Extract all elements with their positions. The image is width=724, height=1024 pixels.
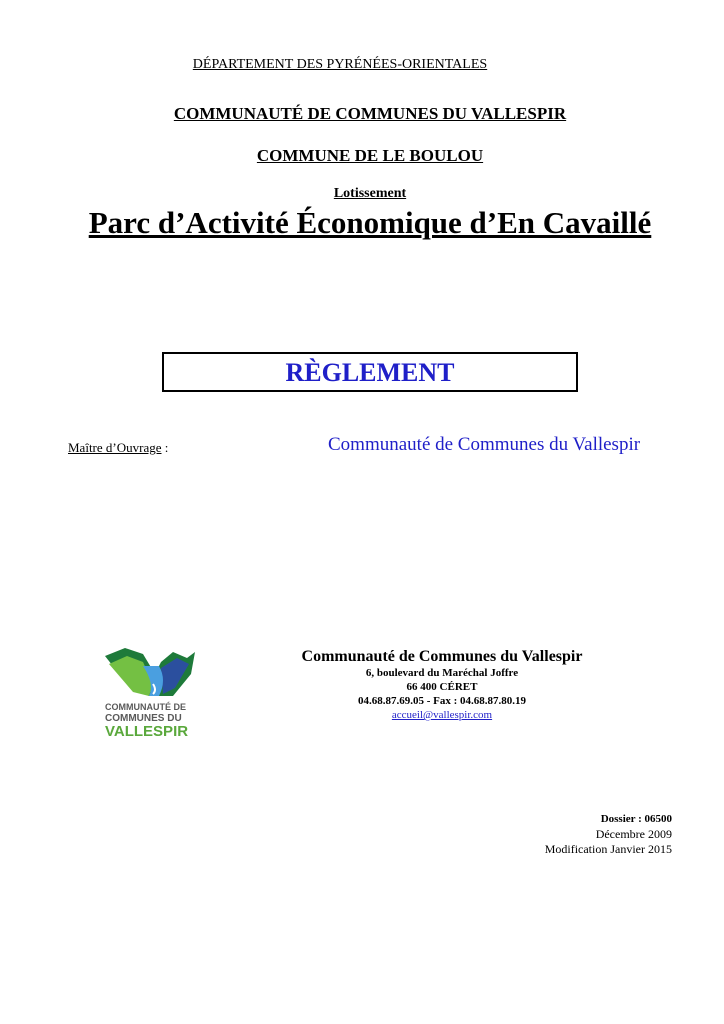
owner-label: Maître d’Ouvrage [68, 440, 162, 455]
dossier-modification: Modification Janvier 2015 [544, 842, 672, 856]
contact-phone-fax: 04.68.87.69.05 - Fax : 04.68.87.80.19 [357, 695, 527, 707]
commune-heading: COMMUNE DE LE BOULOU [256, 146, 484, 165]
dossier-date: Décembre 2009 [595, 827, 672, 841]
vallespir-logo [103, 644, 205, 740]
logo-line2: COMMUNES DU [105, 713, 182, 724]
department-heading: DÉPARTEMENT DES PYRÉNÉES-ORIENTALES [192, 57, 488, 72]
owner-label-row [68, 440, 168, 456]
contact-name: Communauté de Communes du Vallespir [301, 648, 583, 665]
owner-value: Communauté de Communes du Vallespir [328, 434, 641, 455]
dossier-number: Dossier : 06500 [600, 813, 672, 825]
logo-line3: VALLESPIR [105, 723, 189, 740]
mountain-logo-icon [103, 644, 205, 740]
contact-city: 66 400 CÉRET [406, 681, 478, 693]
dossier-block [545, 812, 672, 857]
owner-separator: : [164, 440, 169, 455]
subtitle: Lotissement [333, 186, 407, 201]
contact-block [232, 648, 652, 722]
contact-street: 6, boulevard du Maréchal Joffre [365, 667, 519, 679]
logo-line1: COMMUNAUTÉ DE [105, 702, 186, 712]
document-title: Parc d’Activité Économique d’En Cavaillé [88, 205, 652, 240]
community-heading: COMMUNAUTÉ DE COMMUNES DU VALLESPIR [173, 104, 567, 123]
reglement-label: RÈGLEMENT [285, 358, 455, 387]
reglement-box [162, 352, 578, 392]
contact-email-link[interactable]: accueil@vallespir.com [391, 709, 493, 721]
